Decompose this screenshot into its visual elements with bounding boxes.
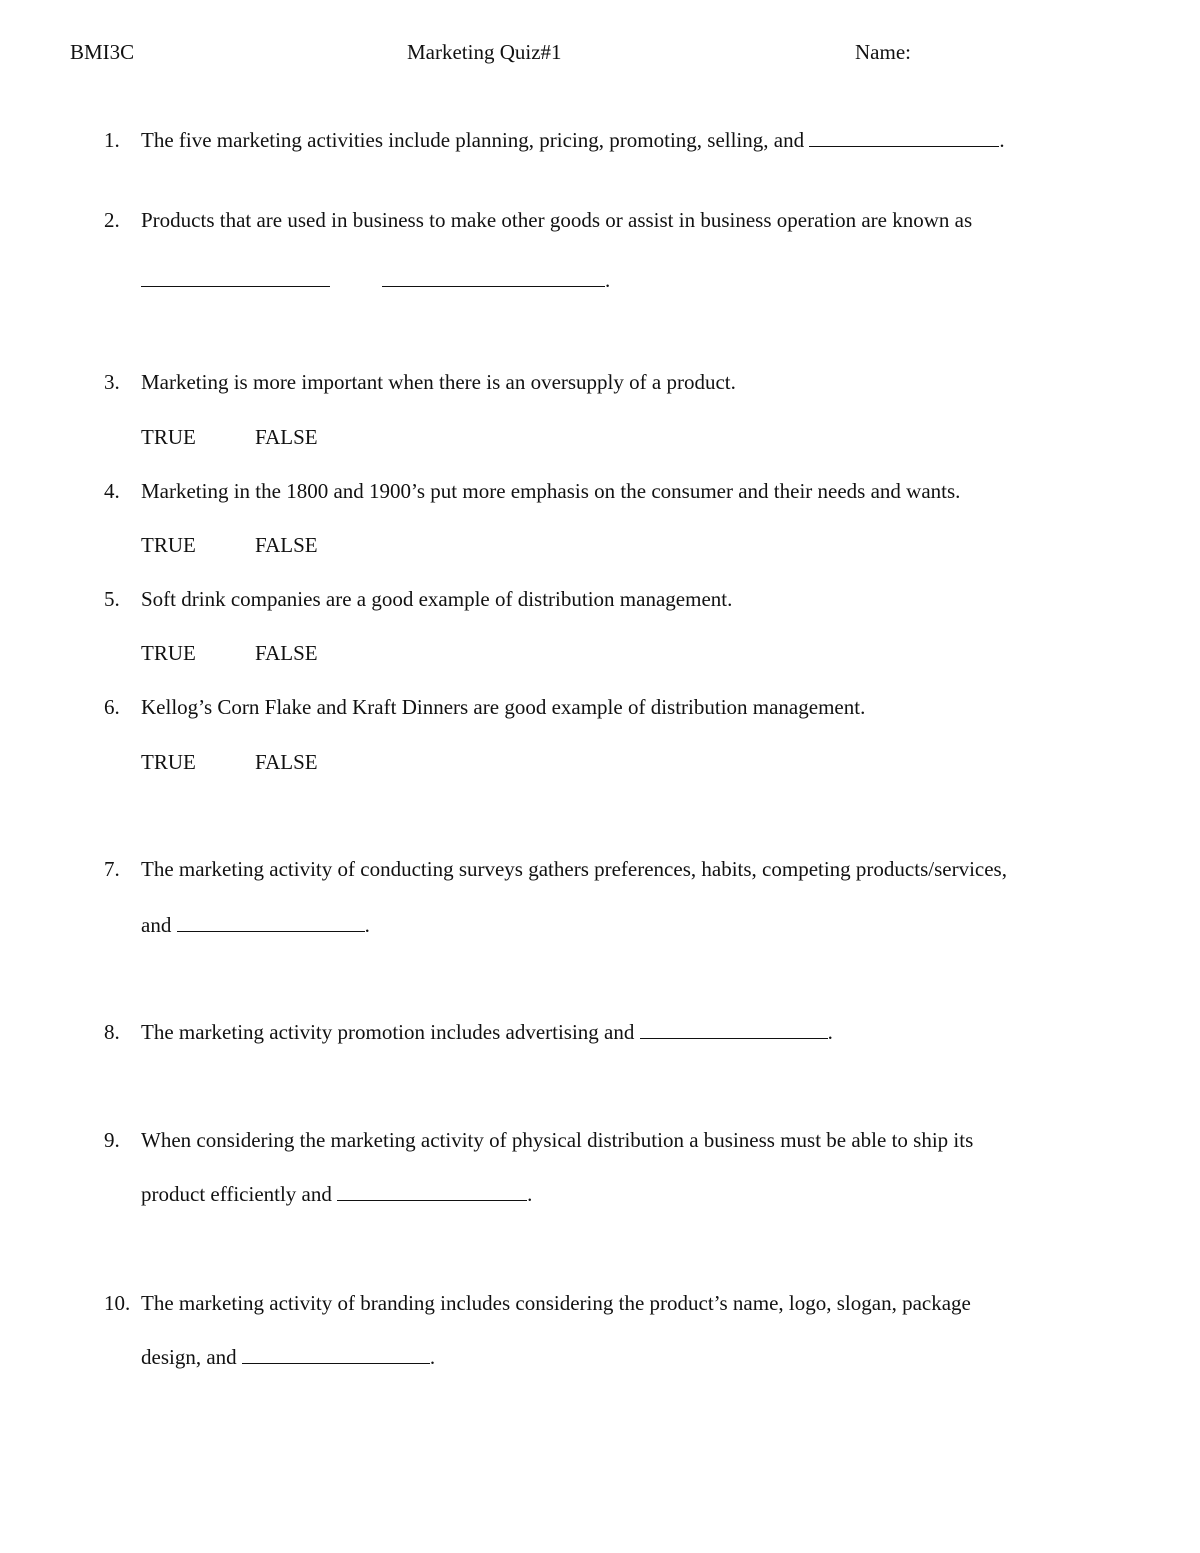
question-3-number: 3. <box>104 370 120 394</box>
question-9-continuation-text: product efficiently and <box>141 1182 332 1206</box>
question-3-false-option[interactable]: FALSE <box>255 425 318 449</box>
question-9-text: When considering the marketing activity of physical distribution a business must be able to ship its <box>141 1128 974 1152</box>
question-2-text: Products that are used in business to make other goods or assist in business operation are known as <box>141 208 973 232</box>
answer-blank-8[interactable] <box>640 1020 828 1039</box>
question-7-continuation-text: and <box>141 913 172 937</box>
question-8-number: 8. <box>104 1020 120 1044</box>
question-5-number: 5. <box>104 587 120 611</box>
question-10-continuation <box>141 1345 435 1370</box>
question-3-true-option[interactable]: TRUE <box>141 425 196 449</box>
question-7-continuation <box>141 913 370 938</box>
question-9-continuation <box>141 1182 532 1207</box>
question-10-end: . <box>429 1345 436 1369</box>
question-5-text: Soft drink companies are a good example of distribution management. <box>141 587 733 611</box>
answer-blank-9[interactable] <box>337 1182 527 1201</box>
question-2-number: 2. <box>104 208 120 232</box>
question-1-text: The five marketing activities include planning, pricing, promoting, selling, and <box>141 128 805 152</box>
answer-blank-1[interactable] <box>809 128 999 147</box>
course-code: BMI3C <box>70 40 135 64</box>
question-3-text: Marketing is more important when there is an oversupply of a product. <box>141 370 736 394</box>
question-7-text: The marketing activity of conducting surveys gathers preferences, habits, competing products/services, <box>141 857 1007 881</box>
question-8-text: The marketing activity promotion includes advertising and <box>141 1020 635 1044</box>
question-4-number: 4. <box>104 479 120 503</box>
question-9-end: . <box>527 1182 533 1206</box>
question-7-number: 7. <box>104 857 120 881</box>
question-7-end: . <box>364 913 370 937</box>
question-2-answer-line <box>141 268 610 293</box>
answer-blank-2b[interactable] <box>382 268 605 287</box>
quiz-title: Marketing Quiz#1 <box>407 40 562 64</box>
question-1-end: . <box>999 128 1005 152</box>
question-6-number: 6. <box>104 695 120 719</box>
question-8 <box>141 1020 833 1045</box>
question-4-true-option[interactable]: TRUE <box>141 533 196 557</box>
name-label: Name: <box>855 40 911 64</box>
question-6-true-option[interactable]: TRUE <box>141 750 196 774</box>
answer-blank-2a[interactable] <box>141 268 330 287</box>
question-10-number: 10. <box>104 1291 131 1315</box>
answer-blank-10[interactable] <box>242 1345 430 1364</box>
question-4-false-option[interactable]: FALSE <box>255 533 318 557</box>
question-5-true-option[interactable]: TRUE <box>141 641 196 665</box>
question-1 <box>141 128 1005 153</box>
answer-blank-7[interactable] <box>177 913 365 932</box>
question-10-continuation-text: design, and <box>141 1345 237 1369</box>
question-6-false-option[interactable]: FALSE <box>255 750 318 774</box>
question-5-false-option[interactable]: FALSE <box>255 641 318 665</box>
question-4-text: Marketing in the 1800 and 1900’s put more emphasis on the consumer and their needs and wants. <box>141 479 961 503</box>
question-1-number: 1. <box>104 128 120 152</box>
question-9-number: 9. <box>104 1128 120 1152</box>
question-10-text: The marketing activity of branding includes considering the product’s name, logo, slogan, package <box>141 1291 971 1315</box>
question-2-end: . <box>605 268 611 292</box>
question-6-text: Kellog’s Corn Flake and Kraft Dinners are good example of distribution management. <box>141 695 866 719</box>
question-8-end: . <box>827 1020 833 1044</box>
